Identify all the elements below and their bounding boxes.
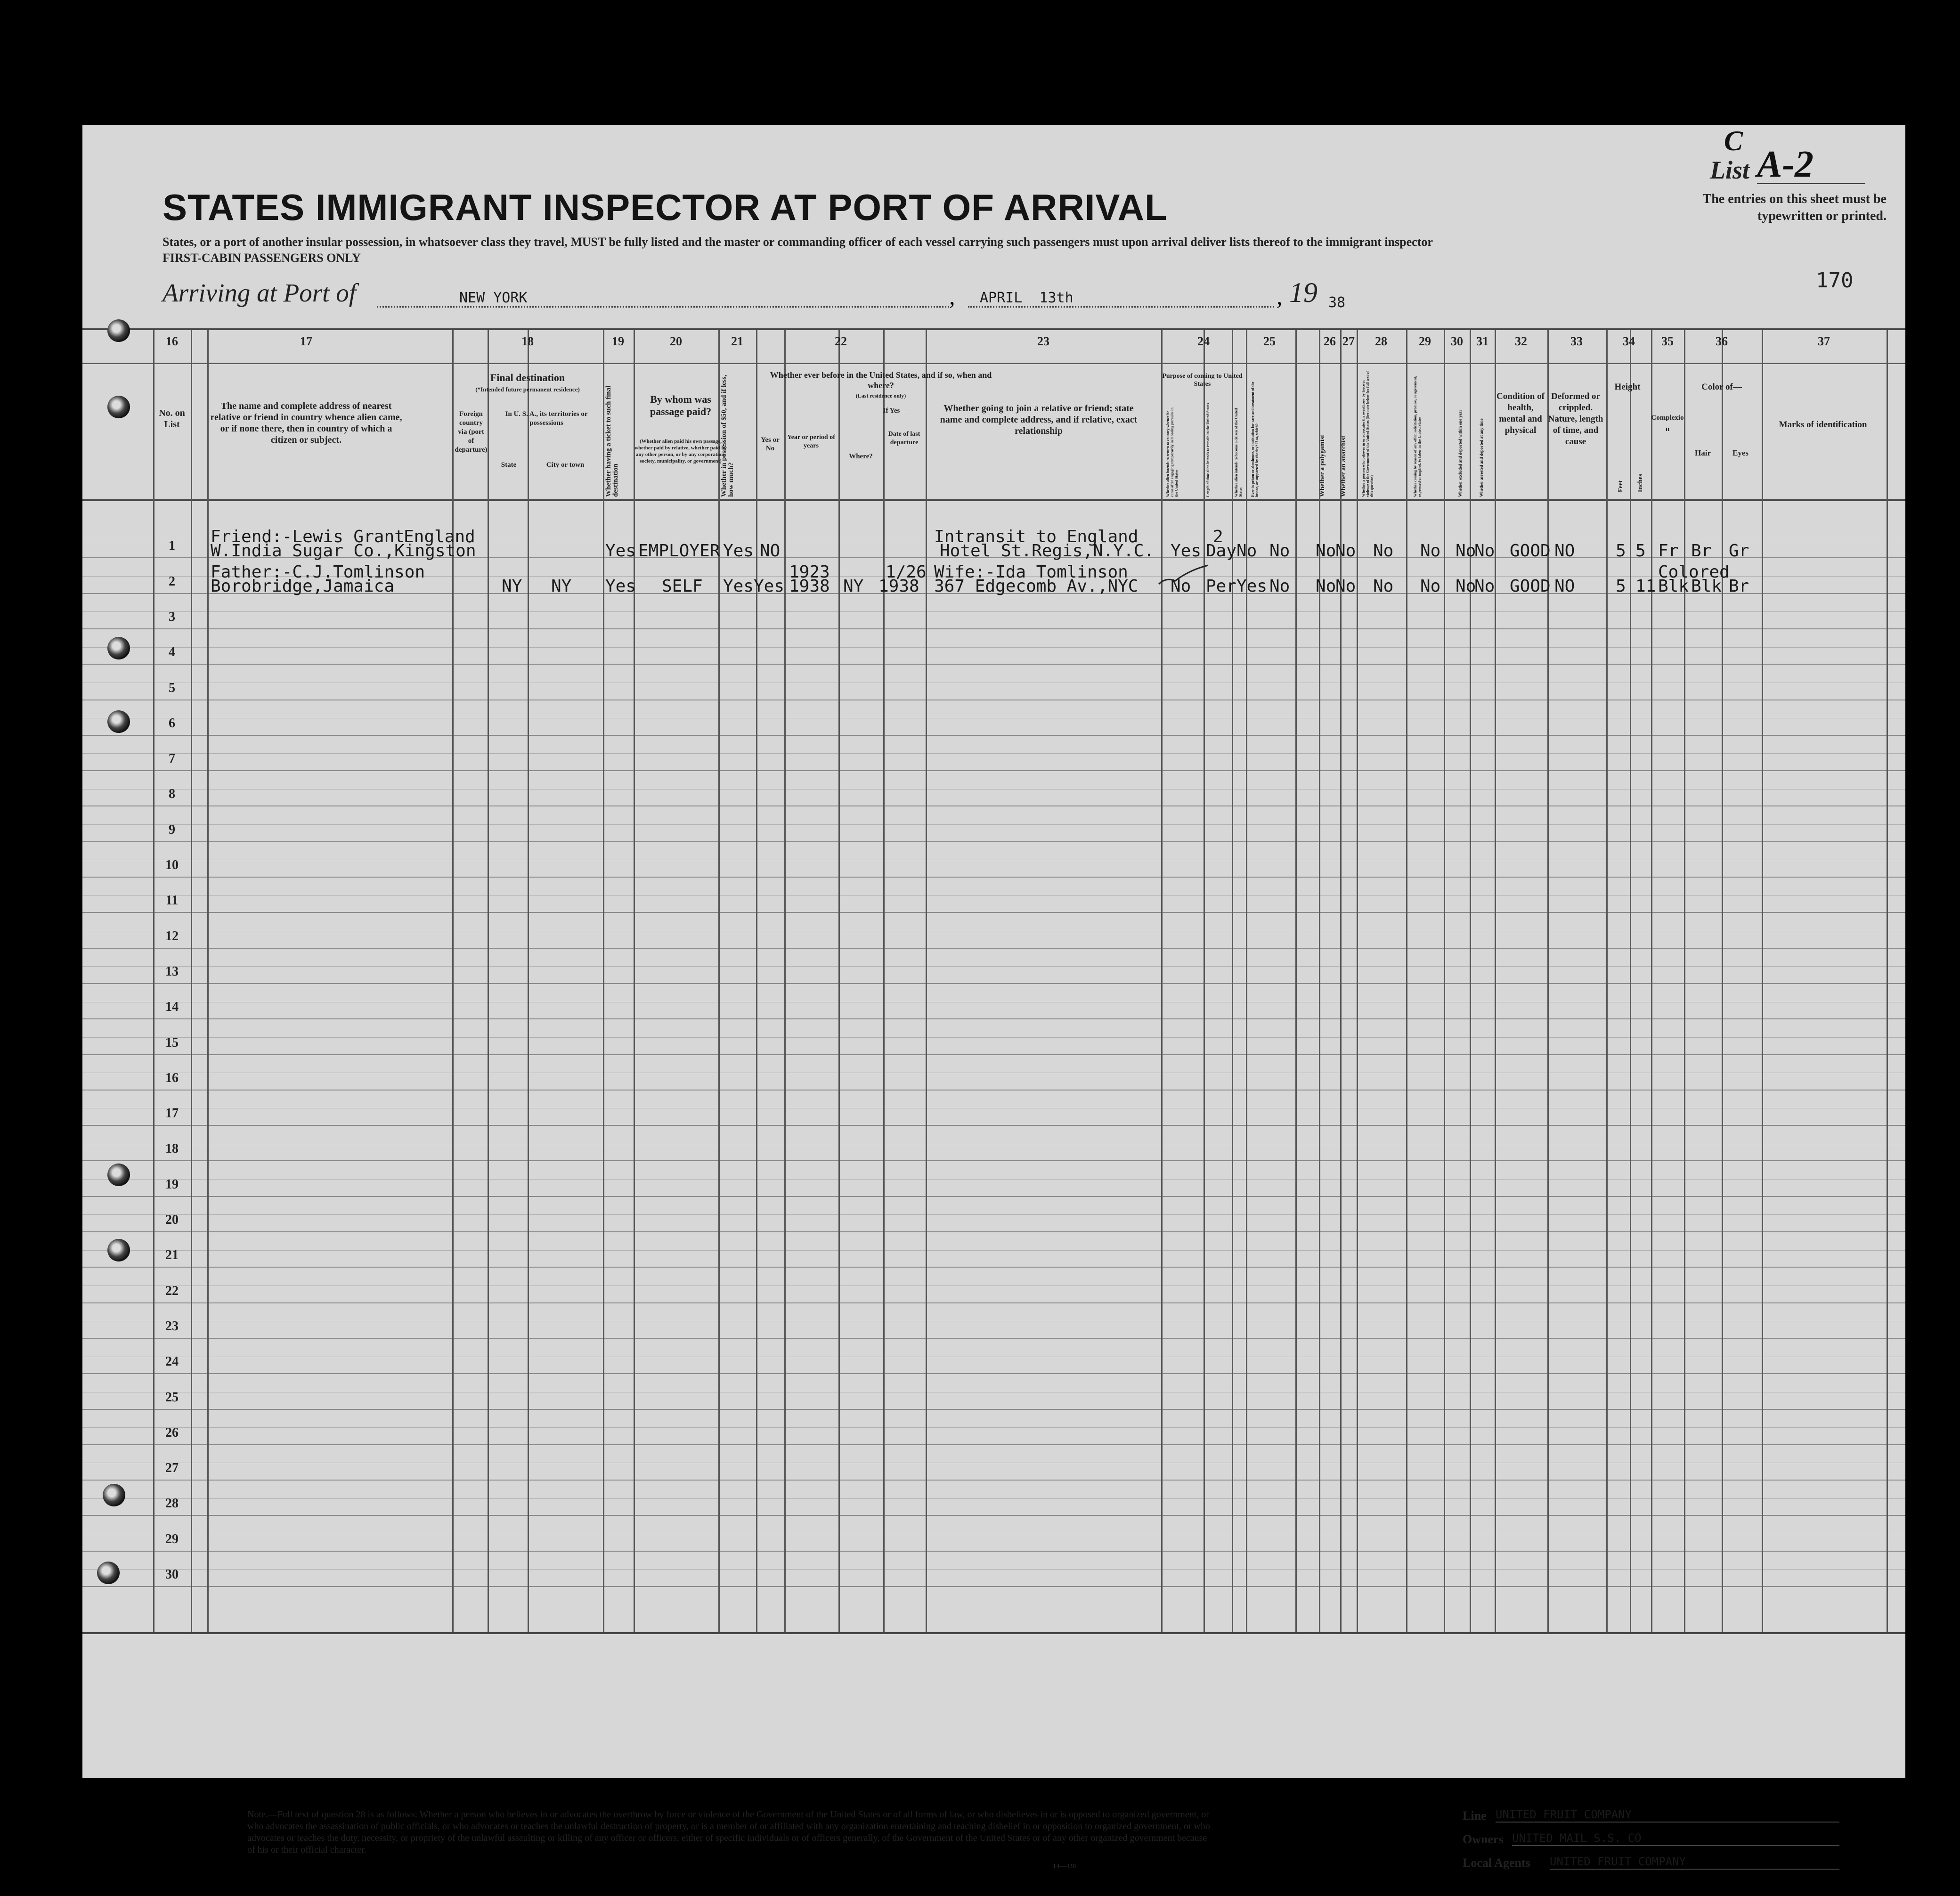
row1-paid: EMPLOYER: [638, 541, 720, 561]
entries-note: The entries on this sheet must be typewritten or printed.: [1702, 192, 1887, 223]
header-citizen-intent: Whether alien intends to become a citizen of the United States: [1234, 408, 1243, 497]
row2-prison: No: [1269, 577, 1290, 596]
page-title: STATES IMMIGRANT INSPECTOR AT PORT OF ARRIVAL: [163, 187, 1168, 228]
column-rule: [1406, 330, 1407, 1632]
row-rule: [82, 1267, 1905, 1268]
column-rule: [1319, 330, 1320, 1632]
column-number: 22: [835, 334, 847, 348]
row2-year-to: 1938: [789, 577, 830, 596]
row1-eyes: Gr: [1729, 541, 1749, 561]
row-number: 23: [165, 1318, 179, 1334]
punch-hole-5: [107, 1164, 130, 1186]
line-value: UNITED FRUIT COMPANY: [1496, 1807, 1839, 1823]
column-number: 17: [300, 334, 312, 348]
table-bottom-rule: [82, 1632, 1905, 1634]
row-half-rule: [82, 647, 1905, 648]
column-rule: [488, 330, 489, 1632]
manifest-sheet: [82, 125, 1905, 1870]
column-rule: [207, 330, 209, 1632]
row1-length-num: 2: [1213, 527, 1223, 546]
row-number: 5: [169, 680, 175, 695]
row-number: 18: [165, 1141, 179, 1156]
list-mark: C: [1724, 125, 1743, 156]
column-number: 20: [670, 334, 682, 348]
column-number: 35: [1661, 334, 1674, 348]
column-number: 33: [1570, 334, 1583, 348]
column-rule: [1357, 330, 1358, 1632]
header-health: Condition of health, mental and physical: [1496, 391, 1545, 435]
row1-inches: 5: [1635, 541, 1646, 561]
header-nearest-relative: The name and complete address of nearest relative or friend in country whence alien came, or if none there, then in country of which a citizen or subject.: [210, 401, 402, 445]
row1-prison: No: [1269, 541, 1290, 561]
row-number: 13: [165, 964, 179, 979]
row-number: 16: [165, 1070, 179, 1085]
column-rule: [1722, 330, 1723, 1632]
arriving-label: Arriving at Port of: [163, 278, 356, 307]
column-rule: [1444, 330, 1445, 1632]
row2-join-name: Wife:-Ida Tomlinson: [934, 562, 1128, 582]
row1-join-address: Hotel St.Regis,N.Y.C.: [940, 541, 1155, 561]
header-fifty-dollars: Whether in possession of $50, and if less, how much?: [720, 374, 735, 497]
punch-hole-1: [107, 319, 130, 342]
column-rule: [1495, 330, 1496, 1632]
year-prefix: 19: [1289, 277, 1318, 308]
row-half-rule: [82, 753, 1905, 754]
column-rule: [1630, 330, 1631, 1632]
cabin-class: FIRST-CABIN PASSENGERS ONLY: [163, 251, 361, 265]
column-rule: [1684, 330, 1685, 1632]
subtitle: [163, 234, 1660, 266]
comma-1: ,: [949, 283, 955, 309]
header-going-to-join: Whether going to join a relative or friend; state name and complete address, and if relative, exact relationship: [940, 403, 1138, 436]
column-rule: [718, 330, 720, 1632]
row1-money: Yes: [723, 541, 754, 561]
header-color-of: Color of—: [1701, 382, 1742, 392]
column-rule: [191, 330, 192, 1632]
row-rule: [82, 912, 1905, 913]
table-top-rule: [82, 328, 1905, 330]
row-number: 7: [169, 751, 175, 766]
row-rule: [82, 664, 1905, 665]
row-rule: [82, 1302, 1905, 1303]
row-number: 22: [165, 1283, 179, 1298]
column-rule: [1232, 330, 1233, 1632]
row-rule: [82, 1054, 1905, 1055]
header-ticket: Whether having a ticket to such final destination: [605, 385, 619, 497]
port-line: [377, 306, 949, 308]
row-half-rule: [82, 1250, 1905, 1251]
row-rule: [82, 983, 1905, 984]
header-year: Year or period of years: [787, 434, 835, 449]
header-height: Height: [1614, 382, 1641, 392]
owners-label: Owners: [1463, 1832, 1504, 1846]
row-number: 26: [165, 1425, 179, 1440]
column-number: 30: [1451, 334, 1463, 348]
column-number: 29: [1419, 334, 1431, 348]
row-rule: [82, 1515, 1905, 1516]
row-number: 3: [169, 609, 175, 624]
row-number: 30: [165, 1567, 179, 1582]
punch-hole-6: [107, 1239, 130, 1261]
column-rule: [1887, 330, 1888, 1632]
column-rule: [1470, 330, 1471, 1632]
punch-hole-8: [97, 1562, 120, 1584]
row1-citizen: No: [1236, 541, 1257, 561]
column-number: 37: [1818, 334, 1830, 348]
column-number: 21: [731, 334, 743, 348]
row-number: 9: [169, 822, 175, 837]
header-passage-paid: By whom was passage paid?: [650, 393, 712, 417]
row-rule: [82, 1409, 1905, 1410]
row2-polygamist: No: [1316, 577, 1336, 596]
row-number: 28: [165, 1496, 179, 1511]
list-value: A-2: [1757, 146, 1865, 184]
column-rule: [1204, 330, 1205, 1632]
comma-2: ,: [1277, 283, 1283, 309]
row-rule: [82, 735, 1905, 736]
row2-where: NY: [843, 577, 864, 596]
header-yes-no: Yes or No: [761, 436, 780, 452]
line-label: Line: [1463, 1809, 1487, 1823]
column-number: 18: [521, 334, 534, 348]
row-number: 4: [169, 645, 175, 660]
row-rule: [82, 1231, 1905, 1232]
column-rule: [634, 330, 635, 1632]
row1-deformed: NO: [1554, 541, 1575, 561]
row-rule: [82, 841, 1905, 842]
row1-join-name: Intransit to England: [934, 527, 1139, 546]
row2-length: Per: [1206, 577, 1237, 596]
header-where: Where?: [849, 453, 873, 460]
row-rule: [82, 877, 1905, 878]
row-number: 12: [165, 928, 179, 944]
row-half-rule: [82, 1179, 1905, 1180]
column-rule: [1246, 330, 1247, 1632]
row1-labor: No: [1420, 541, 1441, 561]
header-feet: Feet: [1617, 480, 1624, 492]
row-rule: [82, 1125, 1905, 1126]
row-number: 19: [165, 1177, 179, 1192]
row-number: 15: [165, 1035, 179, 1050]
colnum-rule: [82, 363, 1905, 364]
header-marks: Marks of identification: [1779, 420, 1867, 430]
row-rule: [82, 628, 1905, 629]
column-rule: [1762, 330, 1763, 1632]
row2-money: Yes: [723, 577, 754, 596]
column-number: 16: [166, 334, 178, 348]
row2-eyes: Br: [1729, 577, 1749, 596]
row2-date-year: 1938: [878, 577, 919, 596]
column-rule: [1161, 330, 1163, 1632]
row-number: 14: [165, 1000, 179, 1015]
row-number: 25: [165, 1390, 179, 1405]
header-final-destination: Final destination: [490, 372, 565, 383]
header-foreign-country: Foreign country via (port of departure): [455, 410, 488, 454]
header-deformed: Deformed or crippled. Nature, length of time, and cause: [1548, 391, 1603, 447]
header-ever-before: Whether ever before in the United States, and if so, when and where?: [770, 370, 992, 390]
row-number: 20: [165, 1212, 179, 1227]
row-half-rule: [82, 1498, 1905, 1499]
row1-before: NO: [760, 541, 781, 561]
header-arrested: Whether arrested and deported at any time: [1479, 418, 1484, 497]
header-anarchist: Whether an anarchist: [1340, 435, 1347, 497]
row1-anarchist: No: [1335, 541, 1356, 561]
port-value: NEW YORK: [459, 290, 528, 306]
row1-health: GOOD: [1510, 541, 1551, 561]
row2-paid: SELF: [662, 577, 703, 596]
row-half-rule: [82, 1214, 1905, 1215]
row2-year-from: 1923: [789, 562, 830, 582]
column-rule: [452, 330, 454, 1632]
column-rule: [1606, 330, 1608, 1632]
column-rule: [528, 330, 529, 1632]
column-rule: [756, 330, 757, 1632]
row-number: 17: [165, 1106, 179, 1121]
local-agents-label: Local Agents: [1463, 1856, 1530, 1870]
row-number: 6: [169, 716, 175, 731]
column-number: 19: [612, 334, 624, 348]
column-number: 28: [1375, 334, 1387, 348]
header-no-on-list: No. on List: [159, 408, 185, 430]
row1-feet: 5: [1616, 541, 1626, 561]
header-hair: Hair: [1695, 448, 1711, 457]
column-number: 25: [1263, 334, 1276, 348]
year-suffix: 38: [1328, 294, 1346, 311]
row-rule: [82, 948, 1905, 949]
row1-return: Yes: [1171, 541, 1202, 561]
header-excluded: Whether excluded and deported within one year: [1458, 409, 1463, 497]
row1-friend-name: Friend:-Lewis Grant: [211, 527, 405, 546]
row-half-rule: [82, 1037, 1905, 1038]
column-rule: [1295, 330, 1297, 1632]
column-number: 24: [1197, 334, 1210, 348]
column-number: 34: [1623, 334, 1635, 348]
row-number: 29: [165, 1531, 179, 1546]
row-half-rule: [82, 1569, 1905, 1570]
column-rule: [883, 330, 885, 1632]
row2-excluded: No: [1456, 577, 1476, 596]
row-number: 8: [169, 787, 175, 802]
row2-ticket: Yes: [605, 577, 636, 596]
row-number: 1: [169, 538, 175, 553]
column-rule: [603, 330, 604, 1632]
row2-deformed: NO: [1554, 577, 1575, 596]
header-final-destination-sub: (*Intended future permanent residence): [475, 386, 580, 393]
row2-hair: Blk: [1691, 577, 1722, 596]
row2-anarchist: No: [1335, 577, 1356, 596]
row-number: 2: [169, 574, 175, 589]
header-last-residence: (Last residence only): [855, 392, 906, 399]
row-rule: [82, 1338, 1905, 1339]
row2-q28: No: [1373, 577, 1394, 596]
column-rule: [838, 330, 840, 1632]
row2-labor: No: [1420, 577, 1441, 596]
row1-friend-address: W.India Sugar Co.,Kingston: [211, 541, 476, 561]
row1-ticket: Yes: [605, 541, 636, 561]
row2-friend-address: Borobridge,Jamaica: [211, 577, 395, 596]
header-city: City or town: [546, 461, 585, 469]
row1-q28: No: [1373, 541, 1394, 561]
row-number: 27: [165, 1461, 179, 1476]
row2-date: 1/26: [886, 562, 927, 582]
row-half-rule: [82, 966, 1905, 967]
row-rule: [82, 1196, 1905, 1197]
header-inches: Inches: [1637, 474, 1644, 492]
owners-value: UNITED MAIL S.S. CO: [1512, 1831, 1839, 1846]
punch-hole-2: [107, 396, 130, 418]
column-number: 32: [1515, 334, 1527, 348]
row2-feet: 5: [1616, 577, 1626, 596]
row-number: 10: [165, 858, 179, 872]
date-value: APRIL 13th: [980, 290, 1074, 306]
punch-hole-7: [103, 1484, 125, 1506]
row1-hair: Br: [1691, 541, 1712, 561]
list-label: List: [1710, 156, 1750, 184]
page-number: 170: [1816, 269, 1854, 293]
question-28-note: Note.—Full text of question 28 is as follows: Whether a person who believes in or advocates the overthrow by force or violence of the Government of the United States or of all forms of law, or who disbelieves in or is opposed to organized government, or who advocates the assassination of public officials, or who advocates or teaches the unlawful destruction of property, or is a member of or affiliated with any organization entertaining and teaching disbelief in or opposition to organized government, or who advocates or teaches the duty, necessity, or propriety of the unlawful assaulting or killing of any officer or officers, either of specific individuals or of officers generally, of the Government of the United States or of any other organized government because of his or their official character.: [247, 1809, 1210, 1855]
column-rule: [1340, 330, 1342, 1632]
date-line: [968, 306, 1274, 308]
row1-friend-country: England: [404, 527, 475, 546]
row2-arrested: No: [1474, 577, 1495, 596]
header-in-usa: In U. S. A., its territories or possessions: [505, 410, 588, 427]
header-complexion: Complexion: [1651, 414, 1684, 433]
header-return-intent: Whether alien intends to return to country whence he came after engaging temporarily in laboring pursuits in the United States: [1166, 407, 1179, 497]
header-passage-paid-sub: (Whether alien paid his own passage, whether paid by relative, whether paid by any other person, or by any corporation, society, municipality, or government): [634, 439, 727, 464]
row1-complexion: Fr: [1658, 541, 1679, 561]
row2-state: NY: [502, 577, 522, 596]
row-rule: [82, 1373, 1905, 1374]
row1-arrested: No: [1474, 541, 1495, 561]
row2-citizen: Yes: [1236, 577, 1268, 596]
column-number: 31: [1476, 334, 1488, 348]
row2-join-address: 367 Edgecomb Av.,NYC: [934, 577, 1139, 596]
row2-return: No: [1171, 577, 1191, 596]
row2-friend-name: Father:-C.J.Tomlinson: [211, 562, 425, 582]
row-rule: [82, 1586, 1905, 1587]
header-state: State: [501, 461, 517, 469]
subtitle-text: States, or a port of another insular possession, in whatsoever class they travel, MUST be fully listed and the master or commanding officer of each vessel carrying such passengers must upon arrival deliver lists thereof to the immigrant inspector: [163, 235, 1433, 249]
row1-excluded: No: [1456, 541, 1476, 561]
row2-complexion-2: Blk: [1658, 577, 1689, 596]
row2-complexion: Colored: [1658, 562, 1730, 582]
column-rule: [1547, 330, 1549, 1632]
row-rule: [82, 1551, 1905, 1552]
row2-before: Yes: [754, 577, 785, 596]
header-question-28: Whether a person who believes in or advocates the overthrow by force or violence of the Government of the United States (See note below for full text of this question): [1361, 371, 1374, 497]
row-rule: [82, 1018, 1905, 1019]
column-number: 36: [1716, 334, 1728, 348]
check-mark: [1156, 558, 1213, 591]
row-rule: [82, 1480, 1905, 1481]
punch-hole-3: [107, 637, 130, 659]
column-number: 27: [1342, 334, 1355, 348]
row-rule: [82, 1444, 1905, 1445]
row-half-rule: [82, 1427, 1905, 1428]
header-labor-offer: Whether coming by reason of any offer, solicitation, promise, or agreement, expressed or implied, to labor in the United States: [1413, 376, 1422, 497]
row-number: 24: [165, 1354, 179, 1369]
header-bottom-rule: [82, 499, 1905, 501]
header-purpose: Purpose of coming to United States: [1162, 373, 1243, 388]
row-half-rule: [82, 824, 1905, 825]
row2-city: NY: [551, 577, 572, 596]
column-rule: [784, 330, 786, 1632]
row-half-rule: [82, 895, 1905, 896]
form-code: 14—430: [1053, 1863, 1076, 1870]
row-rule: [82, 1160, 1905, 1161]
row-half-rule: [82, 611, 1905, 612]
column-rule: [926, 330, 927, 1632]
local-agents-value: UNITED FRUIT COMPANY: [1550, 1855, 1839, 1870]
row1-length: Day: [1206, 541, 1237, 561]
header-polygamist: Whether a polygamist: [1319, 435, 1326, 497]
column-rule: [1651, 330, 1652, 1632]
punch-hole-4: [107, 710, 130, 733]
column-number: 23: [1037, 334, 1049, 348]
row-number: 11: [165, 893, 179, 908]
header-eyes: Eyes: [1732, 448, 1749, 457]
row2-health: GOOD: [1510, 577, 1551, 596]
header-prison: Ever in prison or almshouse, or institution for care and treatment of the insane, or supported by charity? If so, which?: [1251, 382, 1259, 497]
header-date-departure: Date of last departure: [888, 431, 920, 446]
row2-inches: 11: [1635, 577, 1656, 596]
row1-polygamist: No: [1316, 541, 1336, 561]
row-rule: [82, 770, 1905, 771]
column-number: 26: [1324, 334, 1336, 348]
header-length-of-stay: Length of time alien intends to remain in the United States: [1206, 403, 1210, 497]
header-if-yes: If Yes—: [883, 407, 907, 415]
row-number: 21: [165, 1248, 179, 1263]
